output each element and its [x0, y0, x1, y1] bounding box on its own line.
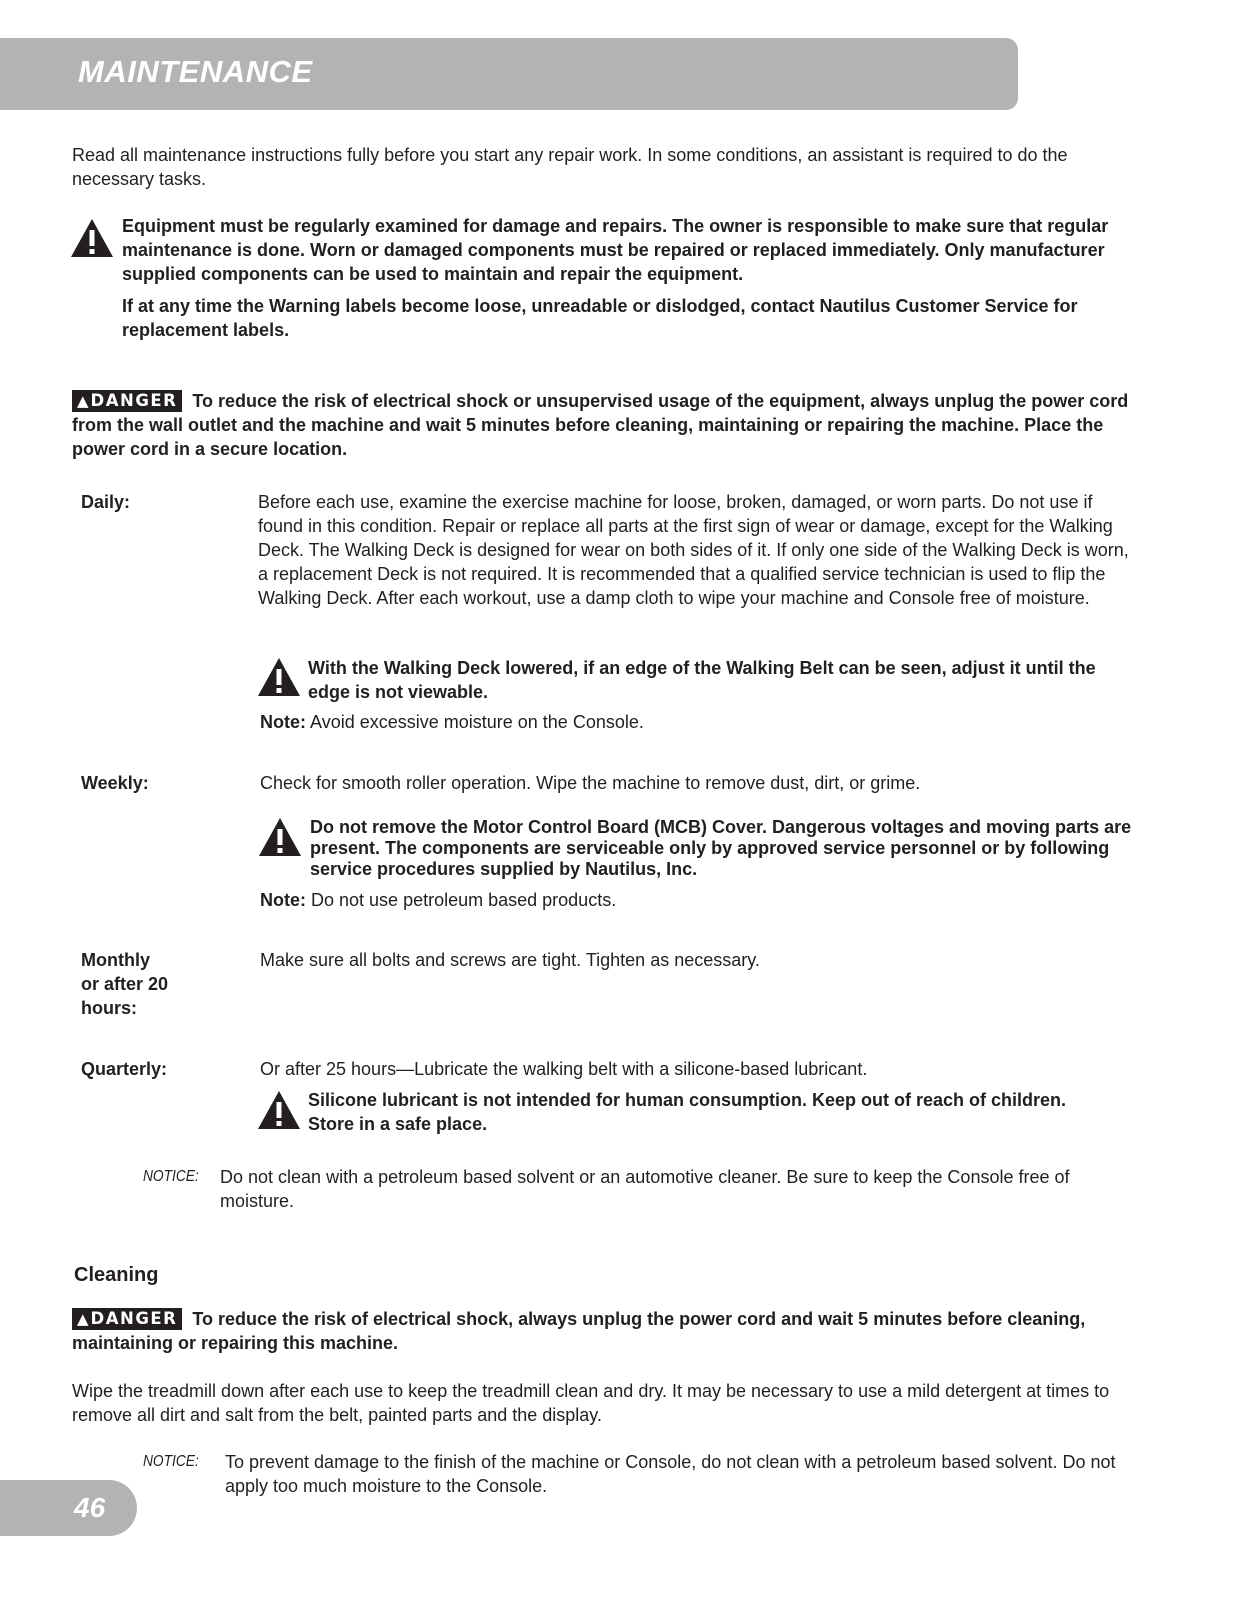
section-header-banner — [0, 38, 1018, 110]
quarterly-text: Or after 25 hours—Lubricate the walking belt with a silicone-based lubricant. — [260, 1059, 868, 1079]
notice-label: NOTICE: — [143, 1453, 199, 1470]
danger-badge-label: DANGER — [90, 391, 178, 410]
note-text: Do not use petroleum based products. — [311, 890, 617, 910]
warning-general-text: Equipment must be regularly examined for damage and repairs. The owner is responsible to make sure that regular maintenance is done. Worn or damaged components must be repaired or replaced immediately. Only manufacturer supplied components can be used to maintain and repair the equipment. — [122, 216, 1109, 284]
weekly-text: Check for smooth roller operation. Wipe the machine to remove dust, dirt, or grime. — [260, 773, 921, 793]
note-text: Avoid excessive moisture on the Console. — [310, 712, 644, 732]
danger-badge — [72, 1308, 182, 1330]
cleaning-notice-text: To prevent damage to the finish of the machine or Console, do not clean with a petroleum based solvent. Do not apply too much moisture to the Console. — [225, 1452, 1116, 1496]
warning-triangle-icon — [257, 657, 301, 697]
weekly-label: Weekly: — [81, 773, 149, 793]
danger-badge — [72, 390, 182, 412]
monthly-text: Make sure all bolts and screws are tight. Tighten as necessary. — [260, 950, 760, 970]
danger-text: To reduce the risk of electrical shock, always unplug the power cord and wait 5 minutes before cleaning, maintaining or repairing this machine. — [72, 1309, 1086, 1353]
note-label: Note: — [260, 712, 306, 732]
weekly-warning-text: Do not remove the Motor Control Board (MCB) Cover. Dangerous voltages and moving parts are present. The components are serviceable only by approved service personnel or by following service procedures supplied by Nautilus, Inc. — [310, 817, 1132, 879]
danger-badge-label: DANGER — [90, 1309, 178, 1328]
cleaning-heading: Cleaning — [74, 1264, 159, 1286]
daily-label: Daily: — [81, 492, 131, 512]
danger-triangle-icon: ▲ — [77, 1310, 89, 1328]
warning-triangle-icon — [70, 218, 114, 258]
danger-triangle-icon: ▲ — [77, 392, 89, 410]
monthly-label-line: Monthly — [81, 950, 150, 970]
page-number-tab — [0, 1480, 137, 1536]
danger-text: To reduce the risk of electrical shock or unsupervised usage of the equipment, always unplug the power cord from the wall outlet and the machine and wait 5 minutes before cleaning, maintaining or repairing the machine. Place the power cord in a secure location. — [72, 391, 1129, 459]
notice-text: Do not clean with a petroleum based solvent or an automotive cleaner. Be sure to keep the Console free of moisture. — [220, 1167, 1070, 1211]
warning-triangle-icon — [258, 817, 302, 857]
weekly-note — [260, 888, 1140, 912]
daily-note — [260, 710, 1140, 734]
daily-warning-text: With the Walking Deck lowered, if an edge of the Walking Belt can be seen, adjust it until the edge is not viewable. — [308, 658, 1096, 702]
note-label: Note: — [260, 890, 306, 910]
monthly-label-line: or after 20 — [81, 974, 169, 994]
cleaning-paragraph: Wipe the treadmill down after each use to keep the treadmill clean and dry. It may be necessary to use a mild detergent at times to remove all dirt and salt from the belt, painted parts and the display. — [72, 1381, 1110, 1425]
warning-triangle-icon — [257, 1090, 301, 1130]
intro-paragraph: Read all maintenance instructions fully before you start any repair work. In some conditions, an assistant is required to do the necessary tasks. — [72, 145, 1068, 189]
monthly-label-line: hours: — [81, 998, 137, 1018]
monthly-label — [81, 948, 168, 1020]
quarterly-label: Quarterly: — [81, 1059, 168, 1079]
page-number: 46 — [74, 1492, 106, 1523]
page-title: MAINTENANCE — [78, 54, 313, 89]
quarterly-warning-text: Silicone lubricant is not intended for human consumption. Keep out of reach of children. Store in a safe place. — [308, 1090, 1067, 1134]
daily-text: Before each use, examine the exercise machine for loose, broken, damaged, or worn parts. Do not use if found in this condition. Repair or replace all parts at the first sign of wear or damage, except for the Walking Deck. The Walking Deck is designed for wear on both sides of it. If only one side of the Walking Deck is worn, a replacement Deck is not required. It is recommended that a qualified service technician is used to flip the Walking Deck. After each workout, use a damp cloth to wipe your machine and Console free of moisture. — [258, 492, 1129, 608]
cleaning-danger-block — [72, 1307, 1147, 1355]
notice-label: NOTICE: — [143, 1168, 199, 1185]
danger-block — [72, 389, 1147, 461]
warning-labels-text: If at any time the Warning labels become loose, unreadable or dislodged, contact Nautilus Customer Service for replacement labels. — [122, 296, 1078, 340]
